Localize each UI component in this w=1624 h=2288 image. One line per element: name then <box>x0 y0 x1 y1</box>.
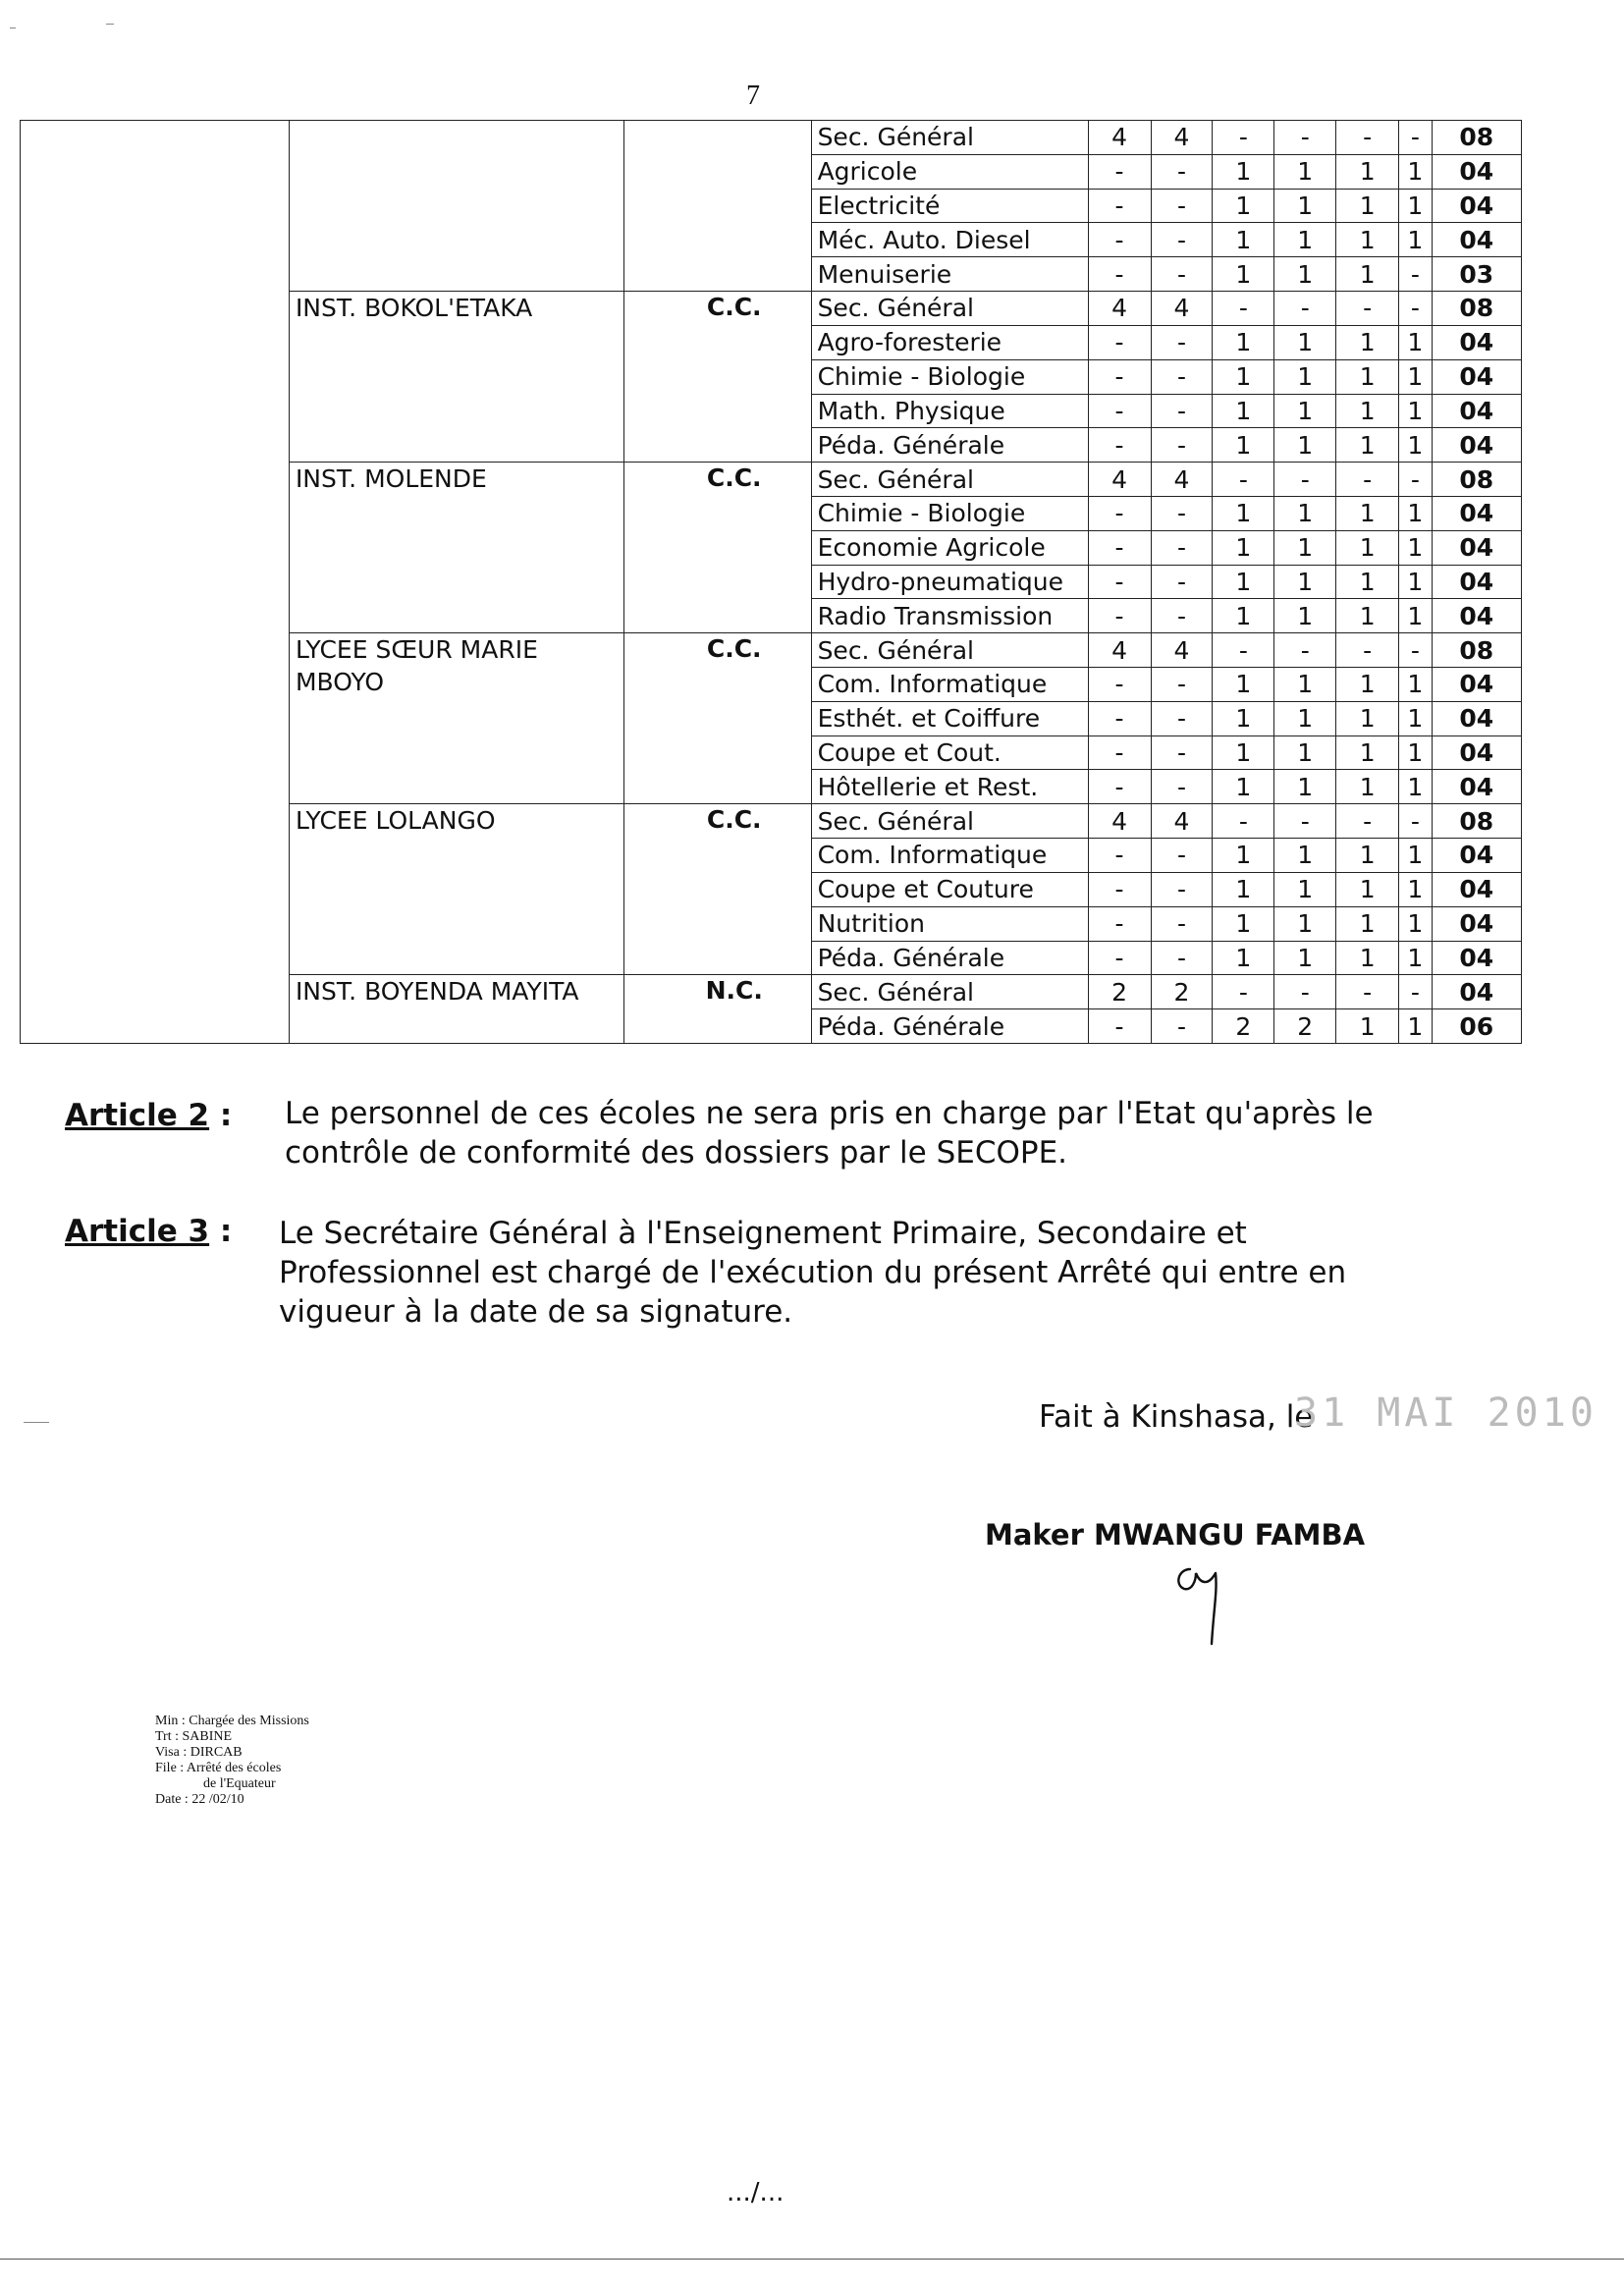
class-count: - <box>1213 975 1274 1009</box>
signature-mark <box>1168 1552 1247 1650</box>
class-count: - <box>1151 735 1213 770</box>
class-count: - <box>1399 292 1432 326</box>
class-count: 1 <box>1213 872 1274 906</box>
class-count: - <box>1088 496 1151 530</box>
school-status: C.C. <box>623 804 811 975</box>
class-count: - <box>1151 394 1213 428</box>
class-count: 4 <box>1088 121 1151 155</box>
option-name: Méc. Auto. Diesel <box>811 223 1088 257</box>
class-count: - <box>1151 941 1213 975</box>
class-count: 2 <box>1213 1009 1274 1044</box>
footer-line-visa: Visa : DIRCAB <box>155 1745 243 1760</box>
option-name: Hôtellerie et Rest. <box>811 770 1088 804</box>
option-name: Radio Transmission <box>811 599 1088 633</box>
school-status: C.C. <box>623 633 811 804</box>
class-count: - <box>1151 223 1213 257</box>
class-count: 1 <box>1336 1009 1399 1044</box>
class-count: 1 <box>1213 325 1274 359</box>
class-count: - <box>1274 975 1336 1009</box>
class-count: 1 <box>1213 906 1274 941</box>
class-count: 4 <box>1151 121 1213 155</box>
class-count: 1 <box>1213 394 1274 428</box>
class-count: 1 <box>1336 839 1399 873</box>
row-total: 04 <box>1432 701 1521 735</box>
class-count: 1 <box>1336 941 1399 975</box>
class-count: - <box>1274 292 1336 326</box>
class-count: 1 <box>1399 735 1432 770</box>
table-row <box>21 121 1522 155</box>
class-count: 1 <box>1399 394 1432 428</box>
class-count: 1 <box>1213 599 1274 633</box>
row-total: 08 <box>1432 804 1521 839</box>
option-name: Sec. Général <box>811 975 1088 1009</box>
class-count: 1 <box>1336 770 1399 804</box>
class-count: - <box>1151 839 1213 873</box>
scan-mark <box>106 24 114 25</box>
article3-colon: : <box>219 1214 233 1249</box>
class-count: - <box>1151 257 1213 292</box>
class-count: 1 <box>1399 359 1432 394</box>
option-name: Coupe et Couture <box>811 872 1088 906</box>
class-count: 1 <box>1399 154 1432 189</box>
class-count: 1 <box>1213 530 1274 565</box>
class-count: 1 <box>1213 770 1274 804</box>
article2-label-text: Article 2 <box>65 1098 210 1133</box>
bottom-rule <box>0 2259 1624 2260</box>
class-count: 1 <box>1274 325 1336 359</box>
class-count: 1 <box>1399 668 1432 702</box>
class-count: 2 <box>1151 975 1213 1009</box>
class-count: 1 <box>1213 701 1274 735</box>
row-total: 03 <box>1432 257 1521 292</box>
row-total: 04 <box>1432 496 1521 530</box>
class-count: 1 <box>1274 223 1336 257</box>
class-count: - <box>1213 804 1274 839</box>
row-total: 04 <box>1432 394 1521 428</box>
row-total: 04 <box>1432 906 1521 941</box>
class-count: - <box>1088 906 1151 941</box>
class-count: 4 <box>1088 804 1151 839</box>
class-count: 1 <box>1274 257 1336 292</box>
class-count: 1 <box>1336 394 1399 428</box>
row-total: 08 <box>1432 633 1521 668</box>
class-count: 1 <box>1399 701 1432 735</box>
class-count: 1 <box>1274 359 1336 394</box>
class-count: 1 <box>1399 565 1432 599</box>
class-count: 1 <box>1274 941 1336 975</box>
option-name: Hydro-pneumatique <box>811 565 1088 599</box>
class-count: 4 <box>1151 804 1213 839</box>
class-count: - <box>1213 633 1274 668</box>
class-count: - <box>1088 154 1151 189</box>
class-count: 4 <box>1088 633 1151 668</box>
class-count: 2 <box>1088 975 1151 1009</box>
place-date: Fait à Kinshasa, le <box>1039 1399 1314 1435</box>
class-count: 1 <box>1213 223 1274 257</box>
class-count: 1 <box>1399 1009 1432 1044</box>
class-count: - <box>1213 463 1274 497</box>
school-name: INST. BOKOL'ETAKA <box>289 292 623 463</box>
class-count: 4 <box>1088 463 1151 497</box>
row-total: 04 <box>1432 530 1521 565</box>
class-count: - <box>1151 770 1213 804</box>
school-status: C.C. <box>623 463 811 633</box>
row-total: 04 <box>1432 189 1521 223</box>
row-total: 08 <box>1432 463 1521 497</box>
scan-mark <box>10 27 16 28</box>
option-name: Electricité <box>811 189 1088 223</box>
class-count: 1 <box>1399 770 1432 804</box>
class-count: 1 <box>1274 154 1336 189</box>
option-name: Agro-foresterie <box>811 325 1088 359</box>
option-name: Sec. Général <box>811 463 1088 497</box>
class-count: 1 <box>1274 428 1336 463</box>
footer-line-min: Min : Chargée des Missions <box>155 1714 309 1728</box>
option-name: Math. Physique <box>811 394 1088 428</box>
school-status: C.C. <box>623 292 811 463</box>
option-name: Esthét. et Coiffure <box>811 701 1088 735</box>
class-count: - <box>1151 872 1213 906</box>
option-name: Sec. Général <box>811 121 1088 155</box>
option-name: Sec. Général <box>811 804 1088 839</box>
class-count: - <box>1151 189 1213 223</box>
article2-text: Le personnel de ces écoles ne sera pris en charge par l'Etat qu'après le contrôle de conformité des dossiers par le SECOPE. <box>285 1096 1374 1171</box>
class-count: - <box>1088 701 1151 735</box>
class-count: 1 <box>1336 325 1399 359</box>
class-count: 1 <box>1274 701 1336 735</box>
footer-references <box>155 1714 309 1808</box>
class-count: - <box>1274 804 1336 839</box>
class-count: - <box>1151 325 1213 359</box>
row-total: 04 <box>1432 975 1521 1009</box>
class-count: - <box>1151 701 1213 735</box>
class-count: - <box>1399 257 1432 292</box>
class-count: 1 <box>1213 839 1274 873</box>
class-count: 1 <box>1213 189 1274 223</box>
class-count: 1 <box>1274 394 1336 428</box>
class-count: 1 <box>1399 189 1432 223</box>
class-count: - <box>1151 154 1213 189</box>
class-count: - <box>1151 565 1213 599</box>
class-count: 4 <box>1088 292 1151 326</box>
option-name: Sec. Général <box>811 633 1088 668</box>
class-count: 1 <box>1336 530 1399 565</box>
row-total: 04 <box>1432 223 1521 257</box>
class-count: - <box>1088 565 1151 599</box>
class-count: - <box>1088 223 1151 257</box>
option-name: Coupe et Cout. <box>811 735 1088 770</box>
page-number: 7 <box>746 81 760 111</box>
class-count: 1 <box>1274 668 1336 702</box>
school-status: N.C. <box>623 975 811 1044</box>
class-count: 4 <box>1151 633 1213 668</box>
option-name: Menuiserie <box>811 257 1088 292</box>
row-total: 04 <box>1432 599 1521 633</box>
class-count: - <box>1274 633 1336 668</box>
class-count: - <box>1088 428 1151 463</box>
class-count: 1 <box>1336 701 1399 735</box>
class-count: - <box>1151 496 1213 530</box>
school-name: INST. MOLENDE <box>289 463 623 633</box>
class-count: - <box>1336 975 1399 1009</box>
class-count: 1 <box>1213 496 1274 530</box>
class-count: 1 <box>1274 770 1336 804</box>
class-count: 1 <box>1274 839 1336 873</box>
signer-name: Maker MWANGU FAMBA <box>985 1518 1366 1552</box>
class-count: - <box>1399 804 1432 839</box>
scan-mark <box>24 1422 49 1423</box>
article2-colon: : <box>219 1098 233 1133</box>
footer-line-trt: Trt : SABINE <box>155 1729 233 1744</box>
date-stamp: 31 MAI 2010 <box>1294 1390 1597 1436</box>
class-count: - <box>1336 804 1399 839</box>
class-count: 1 <box>1274 872 1336 906</box>
class-count: 1 <box>1336 257 1399 292</box>
class-count: 1 <box>1213 154 1274 189</box>
class-count: 1 <box>1274 189 1336 223</box>
class-count: - <box>1088 770 1151 804</box>
class-count: 4 <box>1151 292 1213 326</box>
class-count: 1 <box>1399 599 1432 633</box>
class-count: 1 <box>1336 872 1399 906</box>
class-count: 1 <box>1399 325 1432 359</box>
class-count: - <box>1151 599 1213 633</box>
class-count: 1 <box>1336 668 1399 702</box>
class-count: 1 <box>1336 906 1399 941</box>
article3-label-text: Article 3 <box>65 1214 210 1249</box>
blank-column <box>21 121 290 1044</box>
article3-label <box>65 1214 232 1249</box>
class-count: 1 <box>1399 906 1432 941</box>
option-name: Sec. Général <box>811 292 1088 326</box>
class-count: 1 <box>1399 428 1432 463</box>
option-name: Péda. Générale <box>811 1009 1088 1044</box>
class-count: - <box>1151 359 1213 394</box>
class-count: - <box>1213 292 1274 326</box>
footer-line-date: Date : 22 /02/10 <box>155 1792 244 1807</box>
class-count: - <box>1336 633 1399 668</box>
class-count: 1 <box>1336 223 1399 257</box>
class-count: - <box>1274 463 1336 497</box>
row-total: 04 <box>1432 872 1521 906</box>
class-count: 1 <box>1399 223 1432 257</box>
class-count: 1 <box>1274 599 1336 633</box>
class-count: 2 <box>1274 1009 1336 1044</box>
footer-line-file-cont: de l'Equateur <box>203 1776 276 1791</box>
class-count: 1 <box>1213 941 1274 975</box>
school-name: LYCEE LOLANGO <box>289 804 623 975</box>
row-total: 04 <box>1432 428 1521 463</box>
row-total: 04 <box>1432 359 1521 394</box>
class-count: 1 <box>1336 154 1399 189</box>
class-count: - <box>1088 530 1151 565</box>
row-total: 04 <box>1432 839 1521 873</box>
class-count: - <box>1088 1009 1151 1044</box>
option-name: Péda. Générale <box>811 941 1088 975</box>
class-count: 1 <box>1274 906 1336 941</box>
class-count: 1 <box>1213 565 1274 599</box>
option-name: Péda. Générale <box>811 428 1088 463</box>
class-count: 1 <box>1336 189 1399 223</box>
option-name: Com. Informatique <box>811 668 1088 702</box>
class-count: - <box>1399 463 1432 497</box>
class-count: - <box>1088 735 1151 770</box>
class-count: 1 <box>1336 359 1399 394</box>
row-total: 08 <box>1432 292 1521 326</box>
class-count: 1 <box>1213 735 1274 770</box>
option-name: Nutrition <box>811 906 1088 941</box>
option-name: Agricole <box>811 154 1088 189</box>
class-count: 1 <box>1399 839 1432 873</box>
class-count: - <box>1151 906 1213 941</box>
class-count: - <box>1088 839 1151 873</box>
class-count: - <box>1088 941 1151 975</box>
school-name <box>289 121 623 292</box>
class-count: - <box>1088 872 1151 906</box>
class-count: - <box>1088 359 1151 394</box>
class-count: 1 <box>1336 565 1399 599</box>
class-count: - <box>1088 394 1151 428</box>
row-total: 06 <box>1432 1009 1521 1044</box>
class-count: - <box>1213 121 1274 155</box>
schools-table <box>20 120 1522 1044</box>
class-count: 1 <box>1213 257 1274 292</box>
class-count: - <box>1088 189 1151 223</box>
option-name: Economie Agricole <box>811 530 1088 565</box>
class-count: - <box>1088 668 1151 702</box>
class-count: 1 <box>1336 735 1399 770</box>
class-count: 1 <box>1274 565 1336 599</box>
article3-text: Le Secrétaire Général à l'Enseignement Primaire, Secondaire et Professionnel est chargé de l'exécution du présent Arrêté qui entre en vigueur à la date de sa signature. <box>279 1216 1347 1330</box>
class-count: - <box>1151 428 1213 463</box>
class-count: 1 <box>1336 599 1399 633</box>
class-count: - <box>1336 292 1399 326</box>
option-name: Chimie - Biologie <box>811 359 1088 394</box>
class-count: 1 <box>1274 496 1336 530</box>
class-count: 1 <box>1213 359 1274 394</box>
class-count: 1 <box>1274 735 1336 770</box>
continuation-mark: .../... <box>727 2178 785 2207</box>
option-name: Com. Informatique <box>811 839 1088 873</box>
school-name: LYCEE SŒUR MARIE MBOYO <box>289 633 623 804</box>
class-count: 1 <box>1213 668 1274 702</box>
row-total: 04 <box>1432 770 1521 804</box>
class-count: - <box>1151 1009 1213 1044</box>
class-count: 1 <box>1399 872 1432 906</box>
option-name: Chimie - Biologie <box>811 496 1088 530</box>
class-count: - <box>1274 121 1336 155</box>
class-count: 1 <box>1336 496 1399 530</box>
school-status <box>623 121 811 292</box>
row-total: 04 <box>1432 565 1521 599</box>
class-count: - <box>1088 257 1151 292</box>
row-total: 04 <box>1432 325 1521 359</box>
row-total: 04 <box>1432 668 1521 702</box>
class-count: - <box>1088 325 1151 359</box>
class-count: - <box>1336 121 1399 155</box>
class-count: 1 <box>1274 530 1336 565</box>
footer-line-file: File : Arrêté des écoles <box>155 1761 282 1775</box>
row-total: 04 <box>1432 941 1521 975</box>
class-count: - <box>1399 975 1432 1009</box>
class-count: - <box>1399 633 1432 668</box>
school-name: INST. BOYENDA MAYITA <box>289 975 623 1044</box>
class-count: 1 <box>1213 428 1274 463</box>
class-count: - <box>1151 668 1213 702</box>
class-count: - <box>1336 463 1399 497</box>
class-count: 1 <box>1336 428 1399 463</box>
article2-label <box>65 1098 232 1133</box>
class-count: 1 <box>1399 941 1432 975</box>
class-count: 1 <box>1399 496 1432 530</box>
row-total: 04 <box>1432 735 1521 770</box>
class-count: - <box>1399 121 1432 155</box>
class-count: - <box>1151 530 1213 565</box>
class-count: 1 <box>1399 530 1432 565</box>
class-count: - <box>1088 599 1151 633</box>
row-total: 08 <box>1432 121 1521 155</box>
class-count: 4 <box>1151 463 1213 497</box>
row-total: 04 <box>1432 154 1521 189</box>
